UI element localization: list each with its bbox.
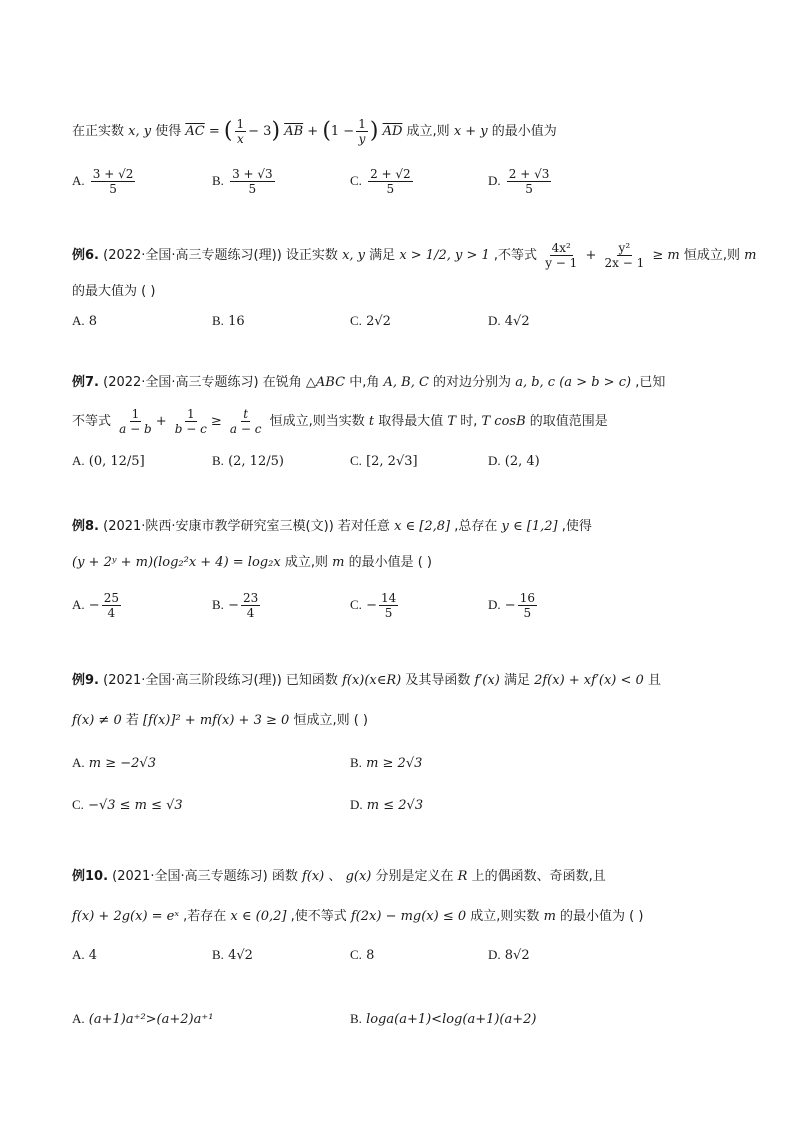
q5-text: 的最小值为 <box>491 124 557 139</box>
option-numerator: 16 <box>519 591 535 605</box>
option-value: (2, 4) <box>504 454 540 469</box>
q6-option-d[interactable] <box>488 314 530 328</box>
option-value: [2, 2√3] <box>366 454 418 469</box>
q7-text: 时, <box>460 414 478 429</box>
q7-option-c[interactable] <box>350 454 418 468</box>
q8-text: ,使得 <box>561 519 592 534</box>
q9-inequality: 2f(x) + xf′(x) < 0 <box>534 673 644 688</box>
option-label: A. <box>72 313 85 328</box>
q10-option-c[interactable] <box>350 948 374 962</box>
q7-text: ,已知 <box>635 375 666 390</box>
q9-stem <box>72 674 661 687</box>
q5-option-c[interactable] <box>350 168 415 195</box>
q8-text: 若对任意 <box>337 519 390 534</box>
q9-option-c[interactable] <box>72 798 183 812</box>
option-value: (0, 12/5] <box>88 454 145 469</box>
option-value: loga(a+1)<log(a+1)(a+2) <box>366 1012 537 1027</box>
option-label: D. <box>488 453 501 468</box>
vector-ac: $\overline{AC}$ <box>185 124 205 139</box>
option-label: D. <box>488 313 501 328</box>
option-value: 8√2 <box>504 948 530 963</box>
option-label: A. <box>72 453 85 468</box>
q8-equation: (y + 2ʸ + m)(log₂²x + 4) = log₂x <box>72 555 281 570</box>
q5-text: 在正实数 <box>72 124 125 139</box>
option-numerator: 23 <box>242 591 259 605</box>
q8-stem <box>72 520 592 533</box>
option-numerator: 3 + √3 <box>232 167 273 181</box>
q8-var-m: m <box>332 555 345 570</box>
option-sign: − <box>366 598 377 613</box>
q7-option-d[interactable] <box>488 454 540 468</box>
option-label: C. <box>350 453 362 468</box>
q8-number: 例8. <box>72 519 99 534</box>
q10-var-m: m <box>543 909 556 924</box>
option-denominator: 4 <box>107 606 116 620</box>
q6-option-c[interactable] <box>350 314 391 328</box>
q10-separator: 、 <box>328 869 342 884</box>
q7-var-T: T <box>447 414 457 429</box>
q8-text: 成立,则 <box>284 555 328 570</box>
q9-text: 已知函数 <box>285 673 338 688</box>
q9-condition: f(x) ≠ 0 <box>72 713 122 728</box>
option-value: 8 <box>88 314 98 329</box>
q9-function: f(x)(x∈R) <box>342 673 402 688</box>
q7-text: 的对边分别为 <box>433 375 512 390</box>
option-denominator: 5 <box>523 606 532 620</box>
q10-inequality: f(2x) − mg(x) ≤ 0 <box>350 909 467 924</box>
q8-option-b[interactable] <box>212 592 262 619</box>
q7-var-t: t <box>368 414 375 429</box>
q9-option-a[interactable] <box>72 756 156 770</box>
q8-stem-line2 <box>72 556 432 569</box>
option-label: B. <box>212 313 224 328</box>
q10-text: ,使不等式 <box>290 909 347 924</box>
option-label: C. <box>350 597 362 612</box>
option-denominator: 5 <box>109 182 117 196</box>
option-denominator: 5 <box>384 606 393 620</box>
q10-option-a[interactable] <box>72 948 97 962</box>
q7-text: 恒成立,则当实数 <box>269 414 365 429</box>
q10-number: 例10. <box>72 869 109 884</box>
option-label: A. <box>72 947 85 962</box>
q8-condition-y: y ∈ [1,2] <box>501 519 558 534</box>
option-denominator: 5 <box>525 182 533 196</box>
q7-triangle: △ABC <box>305 375 346 390</box>
q7-option-b[interactable] <box>212 454 284 468</box>
option-denominator: 4 <box>246 606 255 620</box>
option-label: B. <box>350 1011 362 1026</box>
q7-condition: (a > b > c) <box>559 375 632 390</box>
q7-text: 中,角 <box>349 375 380 390</box>
q6-text: ,不等式 <box>493 248 538 263</box>
q9-text: 及其导函数 <box>405 673 471 688</box>
option-label: A. <box>72 1011 85 1026</box>
q9-text: 满足 <box>503 673 530 688</box>
q9-number: 例9. <box>72 673 99 688</box>
option-value: 4√2 <box>228 948 253 963</box>
option-label: D. <box>488 947 501 962</box>
q7-sides: a, b, c <box>515 375 556 390</box>
option-label: C. <box>350 947 362 962</box>
q7-text: 的取值范围是 <box>529 414 608 429</box>
option-label: A. <box>72 173 85 188</box>
option-label: D. <box>488 597 501 612</box>
option-label: B. <box>212 173 224 188</box>
option-value: 2√2 <box>366 314 391 329</box>
option-value: 4√2 <box>504 314 530 329</box>
option-numerator: 3 + √2 <box>92 167 134 181</box>
q8-text: ,总存在 <box>454 519 498 534</box>
q7-text: 在锐角 <box>262 375 302 390</box>
q5-option-b[interactable] <box>212 168 277 195</box>
option-label: B. <box>350 755 362 770</box>
q5-option-d[interactable] <box>488 168 553 195</box>
q9-derivative: f′(x) <box>474 673 500 688</box>
q7-text: 不等式 <box>72 414 112 429</box>
q10-option-b[interactable] <box>212 948 253 962</box>
q9-text: 且 <box>647 673 661 688</box>
q10-set-r: R <box>457 869 468 884</box>
q5-text: 使得 <box>155 124 182 139</box>
option-label: D. <box>488 173 501 188</box>
extra-option-b[interactable] <box>350 1012 537 1026</box>
option-value: 4 <box>88 948 98 963</box>
q6-stem-line2 <box>72 285 155 298</box>
option-value: (2, 12/5) <box>228 454 284 469</box>
option-label: C. <box>350 173 362 188</box>
q7-stem-line2: 不等式 $\frac{1}{a - b}$ + $\frac{1}{b - c}$ ≥ $\frac{t}{a - c}$ 恒成立,则当实数 t 取得最大值 T 时, T cosB 的取值范围是 <box>72 407 608 436</box>
q10-text: 函数 <box>271 869 298 884</box>
q6-source: (2022·全国·高三专题练习(理)) <box>103 248 282 263</box>
option-sign: − <box>88 598 100 613</box>
q7-stem <box>72 376 665 389</box>
q9-inequality-2: [f(x)]² + mf(x) + 3 ≥ 0 <box>143 713 290 728</box>
q6-vars: x, y <box>342 248 366 263</box>
q7-text: 取得最大值 <box>378 414 444 429</box>
q10-interval: x ∈ (0,2] <box>230 909 287 924</box>
vector-ad: $\overline{AD}$ <box>382 124 403 139</box>
option-value: −√3 ≤ m ≤ √3 <box>88 798 183 813</box>
option-value: m ≥ −2√3 <box>88 756 156 771</box>
option-label: B. <box>212 947 224 962</box>
q7-source: (2022·全国·高三专题练习) <box>103 375 259 390</box>
q6-option-a[interactable] <box>72 314 97 328</box>
option-value: (a+1)a⁺²>(a+2)a⁺¹ <box>88 1012 214 1027</box>
q9-text: 恒成立,则 ( ) <box>293 713 368 728</box>
q5-stem: 在正实数 x, y 使得 $\overline{AC}$ = ( $\frac{1}{x}$ − 3) $\overline{AB} + (1$ − $\frac{1}{y}$ ) $\overline{AD}$ 成立,则 x + y 的最小值为 <box>72 117 557 146</box>
q9-stem-line2 <box>72 714 368 727</box>
q7-option-a[interactable] <box>72 454 145 468</box>
option-label: B. <box>212 597 224 612</box>
q7-angles: A, B, C <box>383 375 429 390</box>
option-label: C. <box>350 313 362 328</box>
q9-text: 若 <box>125 713 139 728</box>
q7-number: 例7. <box>72 375 99 390</box>
q5-sum: x + y <box>453 124 488 139</box>
q10-text: 的最小值为 ( ) <box>560 909 644 924</box>
option-sign: − <box>504 598 516 613</box>
option-sign: − <box>228 598 239 613</box>
q6-var-m: m <box>744 248 757 263</box>
option-numerator: 25 <box>103 591 119 605</box>
q9-option-b[interactable] <box>350 756 422 770</box>
option-value: 16 <box>228 314 245 329</box>
option-numerator: 2 + √3 <box>508 167 550 181</box>
q10-function-g: g(x) <box>345 869 372 884</box>
vector-ab: $\overline{AB}$ <box>284 124 304 139</box>
q10-source: (2021·全国·高三专题练习) <box>112 869 268 884</box>
option-numerator: 14 <box>380 591 397 605</box>
option-label: B. <box>212 453 224 468</box>
q5-text: 成立,则 <box>406 124 450 139</box>
q6-text: 满足 <box>369 248 396 263</box>
option-label: A. <box>72 755 85 770</box>
q10-text: 成立,则实数 <box>470 909 540 924</box>
q7-expression: T cosB <box>481 414 526 429</box>
q10-text: 上的偶函数、奇函数,且 <box>471 869 606 884</box>
q6-text: 的最大值为 ( ) <box>72 284 156 299</box>
q10-function-f: f(x) <box>301 869 325 884</box>
q9-source: (2021·全国·高三阶段练习(理)) <box>103 673 282 688</box>
q6-text: 设正实数 <box>285 248 338 263</box>
option-label: C. <box>72 797 84 812</box>
q6-text: 恒成立,则 <box>683 248 740 263</box>
option-label: D. <box>350 797 363 812</box>
q6-number: 例6. <box>72 248 99 263</box>
q8-source: (2021·陕西·安康市教学研究室三模(文)) <box>103 519 334 534</box>
q8-text: 的最小值是 ( ) <box>348 555 432 570</box>
q9-option-d[interactable] <box>350 798 423 812</box>
option-value: m ≥ 2√3 <box>366 756 423 771</box>
q6-option-b[interactable] <box>212 314 245 328</box>
option-numerator: 2 + √2 <box>370 167 411 181</box>
q5-vars: x, y <box>128 124 152 139</box>
q10-stem-line2 <box>72 910 643 923</box>
q5-option-a[interactable] <box>72 168 137 195</box>
option-label: A. <box>72 597 85 612</box>
option-denominator: 5 <box>386 182 395 196</box>
q6-stem: 例6. (2022·全国·高三专题练习(理)) 设正实数 x, y 满足 x > 1/2, y > 1 ,不等式 $\frac{\text{4x²}}{y - 1}$ + $\frac{\text{y²}}{2x - 1}$ ≥ m 恒成立,则 m <box>72 241 757 270</box>
q10-stem <box>72 870 606 883</box>
q6-condition: x > 1/2, y > 1 <box>399 248 490 263</box>
q8-option-d[interactable] <box>488 592 539 619</box>
extra-option-a[interactable] <box>72 1012 213 1026</box>
option-value: m ≤ 2√3 <box>366 798 424 813</box>
q8-option-a[interactable] <box>72 592 123 619</box>
q10-text: 分别是定义在 <box>375 869 454 884</box>
q8-option-c[interactable] <box>350 592 400 619</box>
q10-option-d[interactable] <box>488 948 530 962</box>
q10-equation: f(x) + 2g(x) = eˣ <box>72 909 179 924</box>
option-denominator: 5 <box>248 182 257 196</box>
q8-condition-x: x ∈ [2,8] <box>394 519 451 534</box>
q10-text: ,若存在 <box>183 909 227 924</box>
option-value: 8 <box>366 948 375 963</box>
